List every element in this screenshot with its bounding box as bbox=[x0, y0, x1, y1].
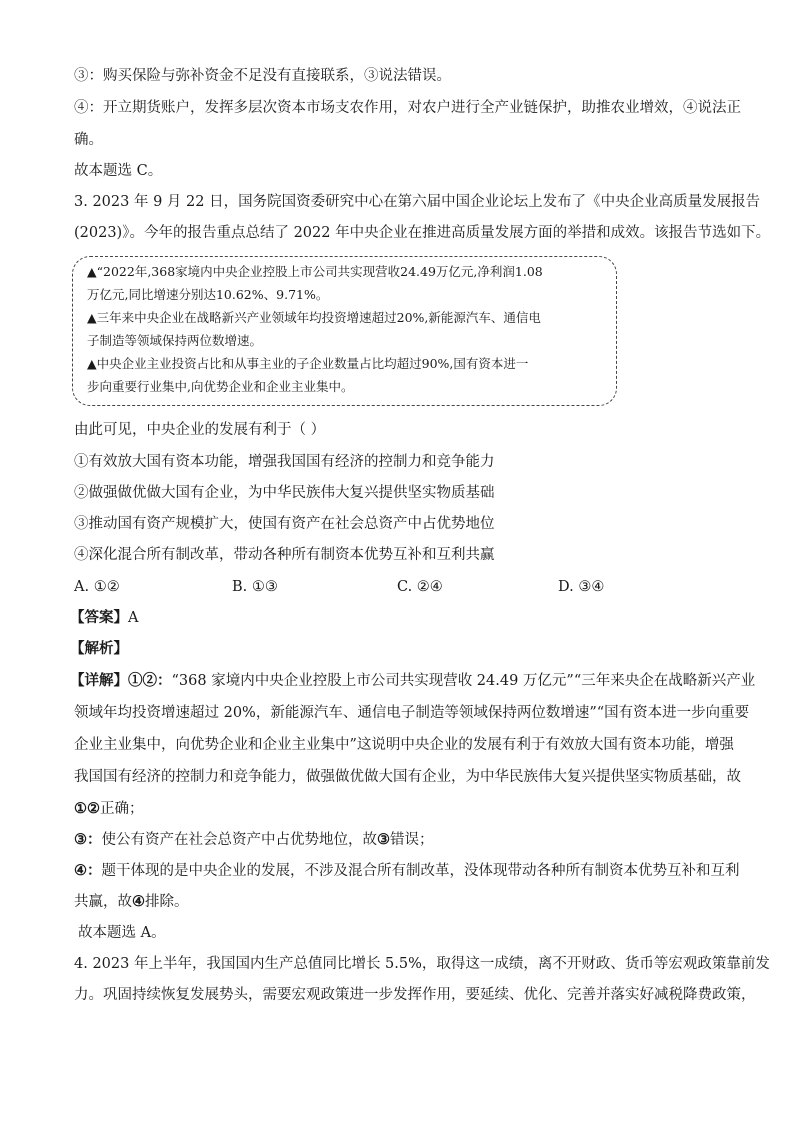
detail-text: 错误； bbox=[390, 832, 434, 848]
q3-item-2: ②做强做优做大国有企业，为中华民族伟大复兴提供坚实物质基础 bbox=[74, 485, 495, 501]
detail-key: ④： bbox=[74, 862, 102, 879]
q3-stem: 3. 2023 年 9 月 22 日，国务院国资委研究中心在第六届中国企业论坛上发布了《中央企业高质量发展报告 bbox=[74, 194, 761, 210]
report-excerpt-box bbox=[72, 256, 617, 406]
detail-mark: ③ bbox=[377, 831, 390, 848]
detail-text: 正确； bbox=[100, 801, 144, 817]
q4-stem: 4. 2023 年上半年，我国国内生产总值同比增长 5.5%，取得这一成绩，离不开财政、货币等宏观政策靠前发 bbox=[74, 956, 770, 972]
detail-mark: ④ bbox=[132, 893, 145, 910]
detail-tag: 【详解】 bbox=[70, 672, 128, 689]
detail-line-2: 领域年均投资增速超过 20%，新能源汽车、通信电子制造等领域保持两位数增速”“国有资本进一步向重要 bbox=[74, 705, 750, 721]
detail-line-3: 企业主业集中，向优势企业和企业主业集中”这说明中央企业的发展有利于有效放大国有资本功能，增强 bbox=[74, 737, 734, 753]
detail-point-3 bbox=[74, 830, 434, 850]
detail-text: 共赢，故 bbox=[74, 894, 132, 910]
option-a: A. ①② bbox=[74, 579, 120, 595]
analysis-tag: 【解析】 bbox=[70, 640, 128, 657]
answer-value: A bbox=[128, 610, 139, 626]
detail-text: “368 家境内中央企业控股上市公司共实现营收 24.49 万亿元”“三年来央企在战略新兴产业 bbox=[171, 673, 756, 689]
q3-item-4: ④深化混合所有制改革，带动各种所有制资本优势互补和互利共赢 bbox=[74, 547, 495, 563]
q3-conclusion: 故本题选 A。 bbox=[78, 925, 166, 941]
q3-stem-cont: (2023)》。今年的报告重点总结了 2022 年中央企业在推进高质量发展方面的举措和成效。该报告节选如下。 bbox=[74, 225, 771, 241]
excerpt-line: ▲“2022年,368家境内中央企业控股上市公司共实现营收24.49万亿元,净利润1.08 bbox=[87, 264, 543, 279]
detail-point-4 bbox=[74, 861, 740, 881]
q3-lead: 由此可见，中央企业的发展有利于（ ） bbox=[74, 422, 326, 438]
detail-line-4: 我国国有经济的控制力和竞争能力，做强做优做大国有企业，为中华民族伟大复兴提供坚实物质基础，故 bbox=[74, 769, 741, 785]
detail-text: 排除。 bbox=[145, 894, 189, 910]
option-d: D. ③④ bbox=[558, 579, 605, 595]
analysis-line bbox=[70, 639, 128, 659]
excerpt-line: 万亿元,同比增速分别达10.62%、9.71%。 bbox=[87, 287, 329, 302]
option-c: C. ②④ bbox=[397, 579, 443, 595]
answer-tag: 【答案】 bbox=[70, 609, 128, 626]
q4-stem-cont: 力。巩固持续恢复发展势头，需要宏观政策进一步发挥作用，要延续、优化、完善并落实好减税降费政策， bbox=[74, 987, 756, 1003]
detail-text: 使公有资产在社会总资产中占优势地位，故 bbox=[101, 832, 377, 848]
prev-point-4-cont: 确。 bbox=[74, 132, 103, 148]
excerpt-line: 子制造等领域保持两位数增速。 bbox=[87, 333, 263, 348]
detail-text: 题干体现的是中央企业的发展，不涉及混合所有制改革，没体现带动各种所有制资本优势互补和互利 bbox=[101, 863, 740, 879]
excerpt-line: 步向重要行业集中,向优势企业和企业主业集中。 bbox=[87, 379, 354, 394]
option-b: B. ①③ bbox=[232, 579, 278, 595]
detail-key: ③： bbox=[74, 831, 102, 848]
answer-line bbox=[70, 608, 138, 628]
excerpt-line: ▲三年来中央企业在战略新兴产业领域年均投资增速超过20%,新能源汽车、通信电 bbox=[87, 310, 541, 325]
q3-item-1: ①有效放大国有资本功能，增强我国国有经济的控制力和竞争能力 bbox=[74, 454, 495, 470]
q3-item-3: ③推动国有资产规模扩大，使国有资产在社会总资产中占优势地位 bbox=[74, 516, 495, 532]
detail-point-4-cont bbox=[74, 892, 189, 912]
detail-line-5 bbox=[74, 799, 144, 819]
detail-key: ①②： bbox=[128, 672, 172, 689]
prev-point-4: ④：开立期货账户，发挥多层次资本市场支农作用，对农户进行全产业链保护，助推农业增效，④说法正 bbox=[74, 100, 741, 116]
excerpt-line: ▲中央企业主业投资占比和从事主业的子企业数量占比均超过90%,国有资本进一 bbox=[87, 356, 529, 371]
prev-point-3: ③：购买保险与弥补资金不足没有直接联系，③说法错误。 bbox=[74, 68, 451, 84]
prev-conclusion: 故本题选 C。 bbox=[74, 163, 163, 179]
detail-key: ①② bbox=[74, 800, 100, 817]
detail-line-1 bbox=[70, 671, 755, 691]
